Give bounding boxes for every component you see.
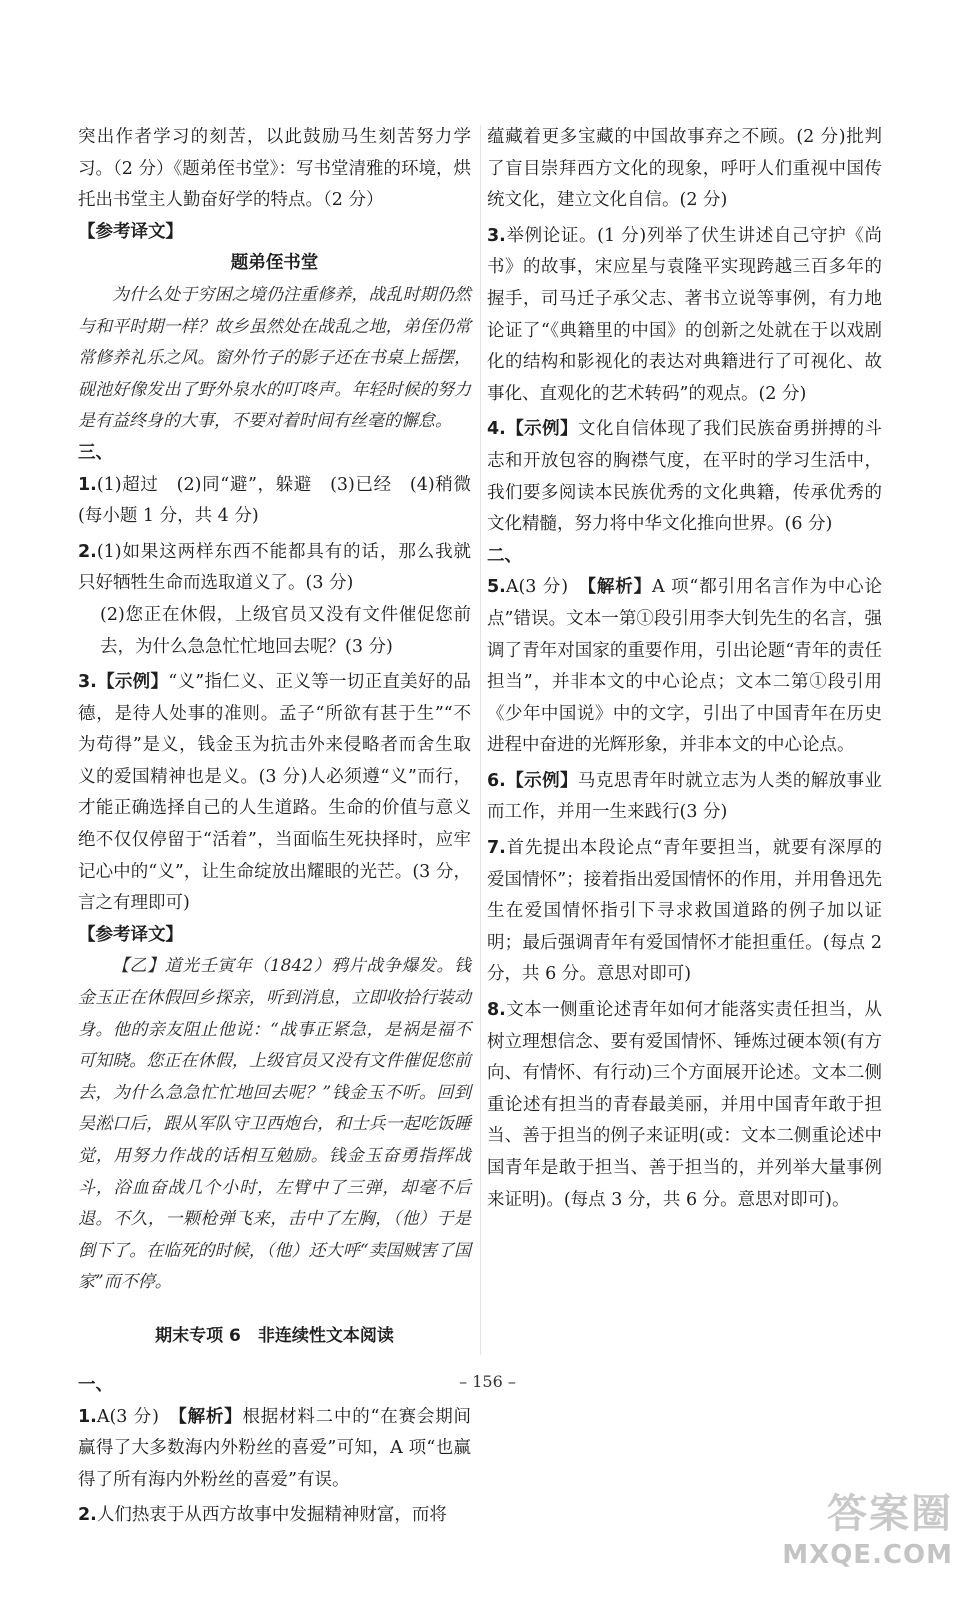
answer-text: 文化自信体现了我们民族奋勇拼搏的斗志和开放包容的胸襟气度，在平时的学习生活中，我们要多阅读本民族优秀的文化典籍，传承优秀的文化精髓，努力将中华文化推向世界。(6 分) [487, 419, 883, 535]
answer-2-continued: 蕴藏着更多宝藏的中国故事弃之不顾。(2 分)批判了盲目崇拜西方文化的现象，呼吁人们重视中国传统文化，建立文化自信。(2 分) [487, 127, 882, 211]
reference-translation-label-2: 【参考译文】 [78, 924, 183, 945]
left-column [78, 122, 471, 1532]
answer-text: A 项“都引用名言作为中心论点”错误。文本一第①段引用李大钊先生的名言，强调了青年对国家的重要作用，引出论题“青年的责任担当”，并非本文的中心论点；文本二第①段引用《少年中国说》中的文字，引出了中国青年在历史进程中奋进的光辉形象，并非本文的中心论点。 [487, 577, 882, 756]
answer-3 [78, 667, 471, 920]
watermark-bottom: MXQE.COM [782, 1540, 953, 1570]
answer-number: 1. [78, 1406, 97, 1427]
watermark-logo [753, 1488, 953, 1588]
answer-text: (1)如果这两样东西不能都具有的话，那么我就只好牺牲生命而选取道义了。(3 分) [78, 541, 471, 594]
answer-1 [78, 470, 471, 533]
answer-intro: 突出作者学习的刻苦，以此鼓励马生刻苦努力学习。（2 分）《题弟侄书堂》：写书堂清雅的环境，烘托出书堂主人勤奋好学的特点。（2 分） [78, 127, 471, 211]
analysis-tag: 【解析】 [587, 577, 652, 598]
answer-choice: A(3 分) [505, 577, 588, 598]
example-tag: 【示例】 [505, 419, 578, 440]
reference-translation-label: 【参考译文】 [78, 221, 183, 242]
answer-2 [78, 537, 471, 600]
analysis-tag: 【解析】 [178, 1406, 243, 1427]
poem-title: 题弟侄书堂 [230, 253, 319, 274]
answer-number: 1. [78, 474, 97, 495]
answer-text: 马克思青年时就立志为人类的解放事业而工作，并用一生来践行(3 分) [487, 770, 883, 823]
answer-number: 2. [78, 1505, 97, 1526]
answer-r8 [487, 995, 882, 1216]
page-number: – 156 – [459, 1372, 516, 1391]
section-one-heading: 一、 [78, 1374, 113, 1395]
answer-r5 [487, 572, 882, 762]
answer-text: 根据材料二中的“在赛会期间赢得了大多数海内外粉丝的喜爱”可知，A 项“也赢得了所有海内外粉丝的喜爱”有误。 [78, 1406, 471, 1490]
answer-text: “义”指仁义、正义等一切正直美好的品德，是待人处事的准则。孟子“所欲有甚于生”“不为苟得”是义，钱金玉为抗击外来侵略者而舍生取义的爱国精神也是义。(3 分)人必须遵“义”而行，才能正确选择自己的人生道路。生命的价值与意义绝不仅仅停留于“活着”，当面临生死抉择时，应牢记心中的“义”，让生命绽放出耀眼的光芒。(3 分，言之有理即可) [78, 672, 471, 914]
answer-r6 [487, 766, 882, 829]
answer-r4 [487, 414, 882, 540]
answer-p2 [78, 1500, 471, 1532]
answer-text: 人们热衷于从西方故事中发掘精神财富，而将 [96, 1505, 447, 1526]
reference-translation-text-2: 【乙】道光壬寅年（1842）鸦片战争爆发。钱金玉正在休假回乡探亲，听到消息，立即收拾行装动身。他的亲友阻止他说：“战事正紧急，是祸是福不可知晓。您正在休假，上级官员又没有文件催促您前去，为什么急急忙忙地回去呢？”钱金玉不听。回到吴淞口后，跟从军队守卫西炮台，和士兵一起吃饭睡觉，用努力作战的话相互勉励。钱金玉奋勇指挥战斗，浴血奋战几个小时，左臂中了三弹，却毫不后退。不久，一颗枪弹飞来，击中了左胸，（他）于是倒下了。在临死的时候，（他）还大呼“卖国贼害了国家”而不停。 [78, 956, 471, 1293]
special-topic-title: 期末专项 6 非连续性文本阅读 [155, 1325, 394, 1346]
watermark-top: 答案圈 [827, 1491, 953, 1537]
answer-number: 6. [487, 770, 506, 791]
answer-text: 首先提出本段论点“青年要担当，就要有深厚的爱国情怀”；接着指出爱国情怀的作用，并用鲁迅先生在爱国情怀指引下寻求救国道路的例子加以证明；最后强调青年有爱国情怀才能担重任。(每点 2 分，共 6 分。意思对即可) [487, 838, 882, 985]
column-divider [480, 125, 481, 1355]
answer-p1 [78, 1402, 471, 1497]
answer-number: 8. [487, 1000, 506, 1021]
answer-choice: A(3 分) [96, 1406, 179, 1427]
reference-translation-text: 为什么处于穷困之境仍注重修养，战乱时期仍然与和平时期一样？故乡虽然处在战乱之地，弟侄仍常常修养礼乐之风。窗外竹子的影子还在书桌上摇摆，砚池好像发出了野外泉水的叮咚声。年轻时候的努力是有益终身的大事，不要对着时间有丝毫的懈怠。 [78, 284, 471, 432]
answer-2-part-2: (2)您正在休假，上级官员又没有文件催促您前去，为什么急急忙忙地回去呢？(3 分) [100, 604, 471, 657]
answer-number: 5. [487, 577, 506, 598]
section-two-heading: 二、 [487, 545, 522, 566]
answer-number: 2. [78, 541, 97, 562]
answer-text: 举例论证。(1 分)列举了伏生讲述自己守护《尚书》的故事，宋应星与袁隆平实现跨越三百多年的握手，司马迁子承父志、著书立说等事例，有力地论证了“《典籍里的中国》的创新之处就在于以戏剧化的结构和影视化的表达对典籍进行了可视化、故事化、直观化的艺术转码”的观点。(2 分) [487, 225, 882, 404]
example-tag: 【示例】 [96, 672, 169, 693]
answer-number: 3. [78, 672, 97, 693]
answer-text: (1)超过 (2)同“避”，躲避 (3)已经 (4)稍微(每小题 1 分，共 4 分) [78, 474, 471, 527]
answer-r3 [487, 221, 882, 411]
right-column [487, 122, 882, 1216]
example-tag: 【示例】 [505, 770, 578, 791]
answer-text: 文本一侧重论述青年如何才能落实责任担当，从树立理想信念、要有爱国情怀、锤炼过硬本领(有方向、有情怀、有行动)三个方面展开论述。文本二侧重论述有担当的青春最美丽，并用中国青年敢于担当、善于担当的例子来证明(或：文本二侧重论述中国青年是敢于担当、善于担当的，并列举大量事例来证明)。(每点 3 分，共 6 分。意思对即可)。 [487, 1000, 882, 1210]
answer-number: 7. [487, 838, 506, 859]
answer-number: 4. [487, 419, 506, 440]
answer-number: 3. [487, 225, 506, 246]
section-three-heading: 三、 [78, 442, 113, 463]
answer-r7 [487, 833, 882, 991]
